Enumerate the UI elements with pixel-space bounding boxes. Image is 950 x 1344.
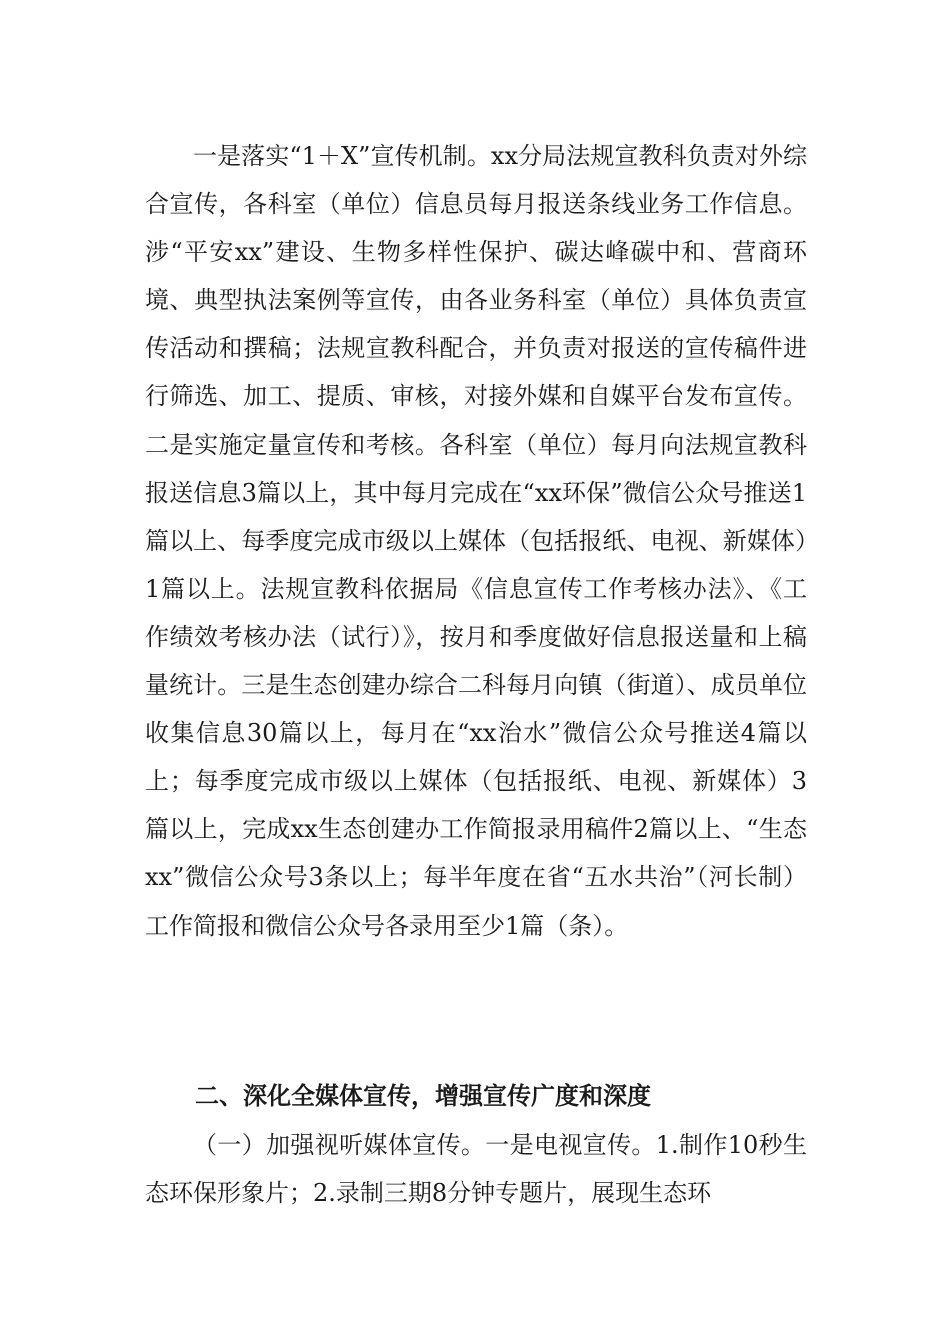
body-paragraph-propaganda-mechanism: 一是落实“1＋X”宣传机制。xx分局法规宣教科负责对外综合宣传，各科室（单位）信息员每月报送条线业务工作信息。涉“平安xx”建设、生物多样性保护、碳达峰碳中和、营商环境、典型执法案例等宣传，由各业务科室（单位）具体负责宣传活动和撰稿；法规宣教科配合，并负责对报送的宣传稿件进行筛选、加工、提质、审核，对接外媒和自媒平台发布宣传。二是实施定量宣传和考核。各科室（单位）每月向法规宣教科报送信息3篇以上，其中每月完成在“xx环保”微信公众号推送1篇以上、每季度完成市级以上媒体（包括报纸、电视、新媒体）1篇以上。法规宣教科依据局《信息宣传工作考核办法》、《工作绩效考核办法（试行）》，按月和季度做好信息报送量和上稿量统计。三是生态创建办综合二科每月向镇（街道）、成员单位收集信息30篇以上，每月在“xx治水”微信公众号推送4篇以上；每季度完成市级以上媒体（包括报纸、电视、新媒体）3篇以上，完成xx生态创建办工作简报录用稿件2篇以上、“生态xx”微信公众号3条以上；每半年度在省“五水共治”（河长制）工作简报和微信公众号各录用至少1篇（条）。 xyxy=(145,142,807,940)
section-heading: 二、深化全媒体宣传，增强宣传广度和深度 xyxy=(195,1082,651,1110)
body-paragraph-media-propaganda: （一）加强视听媒体宣传。一是电视宣传。1.制作10秒生态环保形象片；2.录制三期8分钟专题片，展现生态环 xyxy=(145,1131,807,1208)
